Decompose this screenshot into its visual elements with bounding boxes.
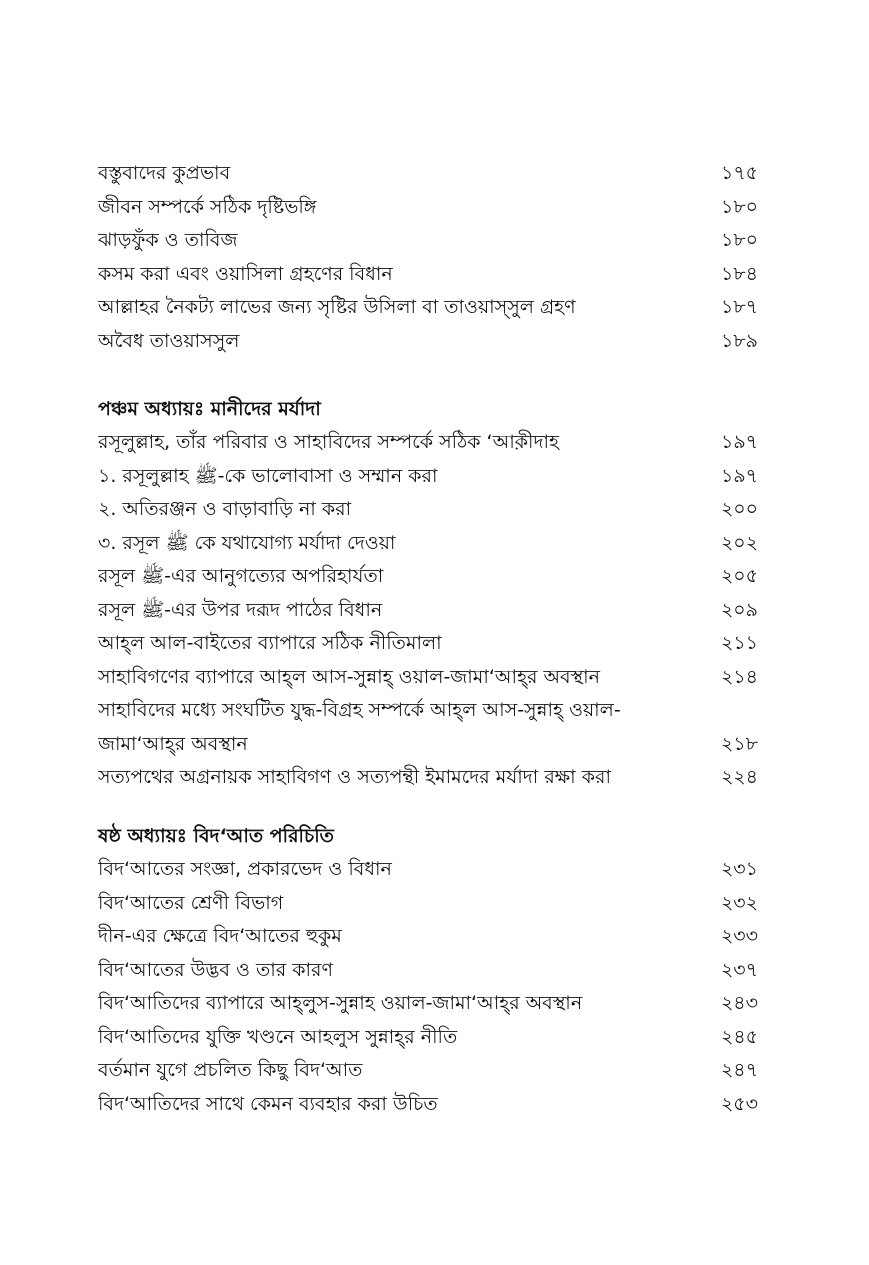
toc-entry-page: ১৭৫ xyxy=(720,162,758,184)
toc-entry-page: ২২৪ xyxy=(720,766,758,788)
toc-entry-title: সাহাবিগণের ব্যাপারে আহ্‌ল আস-সুন্নাহ্‌ ওয়াল-জামা‘আহ্‌র অবস্থান xyxy=(98,665,600,688)
toc-entry xyxy=(98,761,758,795)
toc-entry xyxy=(98,191,758,225)
toc-entry-page: ২০৯ xyxy=(720,598,758,621)
toc-entry xyxy=(98,594,758,628)
toc-entry-page: ১৮৭ xyxy=(720,296,758,318)
toc-entry xyxy=(98,291,758,325)
toc-entry xyxy=(98,1088,758,1122)
toc-entry-title: ঝাড়ফুঁক ও তাবিজ xyxy=(98,229,238,251)
toc-entry-page: ২৩২ xyxy=(720,891,758,914)
toc-entry-title: জীবন সম্পর্কে সঠিক দৃষ্টিভঙ্গি xyxy=(98,195,317,218)
toc-entry xyxy=(98,157,758,191)
toc-entry xyxy=(98,853,758,887)
toc-entry xyxy=(98,661,758,695)
toc-section-chapter4-tail xyxy=(98,157,758,358)
toc-section-chapter5 xyxy=(98,392,758,795)
toc-entry xyxy=(98,987,758,1021)
toc-entry xyxy=(98,920,758,954)
toc-entry xyxy=(98,325,758,359)
toc-entry xyxy=(98,1021,758,1055)
toc-entry-page: ১৮০ xyxy=(720,195,758,218)
toc-entry xyxy=(98,887,758,921)
toc-entry xyxy=(98,426,758,460)
toc-entry-page: ১৯৭ xyxy=(720,464,758,487)
toc-entry-title: ২. অতিরঞ্জন ও বাড়াবাড়ি না করা xyxy=(98,498,352,520)
toc-entry-title: বিদ‘আতিদের যুক্তি খণ্ডনে আহলুস সুন্নাহ্‌র নীতি xyxy=(98,1025,458,1048)
toc-entry-title: রসূল ﷺ-এর উপর দরূদ পাঠের বিধান xyxy=(98,598,383,621)
toc-entry xyxy=(98,1054,758,1088)
toc-entry-page: ২৪৩ xyxy=(720,992,758,1014)
toc-entry-page: ২৩৭ xyxy=(720,958,758,981)
toc-entry xyxy=(98,627,758,661)
toc-entry-page: ২৩৩ xyxy=(720,925,758,947)
toc-entry xyxy=(98,258,758,292)
toc-entry-page: ২৩১ xyxy=(720,858,758,880)
toc-entry xyxy=(98,954,758,988)
toc-entry xyxy=(98,560,758,594)
toc-entry-page: ১৮৪ xyxy=(721,262,758,285)
toc-entry-title: জামা‘আহ্‌র অবস্থান xyxy=(98,732,248,755)
toc-entry-title: বর্তমান যুগে প্রচলিত কিছু বিদ‘আত xyxy=(98,1059,363,1081)
toc-entry-title: বিদ‘আতের শ্রেণী বিভাগ xyxy=(98,891,284,914)
toc-entry-title: অবৈধ তাওয়াসসুল xyxy=(98,329,240,352)
toc-entry-title: আল্লাহর নৈকট্য লাভের জন্য সৃষ্টির উসিলা বা তাওয়াস্সুল গ্রহণ xyxy=(98,296,576,318)
toc-entry-page: ১৮০ xyxy=(720,229,758,251)
toc-entry xyxy=(98,694,758,728)
toc-entry-title: বস্তুবাদের কুপ্রভাব xyxy=(98,162,231,184)
toc-entry xyxy=(98,527,758,561)
toc-entry-title: বিদ‘আতিদের সাথে কেমন ব্যবহার করা উচিত xyxy=(98,1092,438,1115)
toc-entry xyxy=(98,728,758,762)
toc-entry-page: ২৪৫ xyxy=(720,1025,758,1048)
toc-entry-title: সত্যপথের অগ্রনায়ক সাহাবিগণ ও সত্যপন্থী ইমামদের মর্যাদা রক্ষা করা xyxy=(98,766,611,788)
toc-entry-page: ২৫৩ xyxy=(720,1092,758,1115)
chapter-heading: ষষ্ঠ অধ্যায়ঃ বিদ‘আত পরিচিতি xyxy=(98,825,334,847)
toc-entry-title: রসূলুল্লাহ, তাঁর পরিবার ও সাহাবিদের সম্পর্কে সঠিক ‘আক়ীদাহ xyxy=(98,431,559,453)
toc-entry-title: দীন-এর ক্ষেত্রে বিদ‘আতের হুকুম xyxy=(98,925,342,947)
chapter-heading: পঞ্চম অধ্যায়ঃ মানীদের মর্যাদা xyxy=(98,398,321,420)
toc-entry-title: রসূল ﷺ-এর আনুগত্যের অপরিহার্যতা xyxy=(98,565,384,587)
toc-entry-page: ১৮৯ xyxy=(721,329,758,352)
toc-entry-title: ১. রসূলুল্লাহ ﷺ-কে ভালোবাসা ও সম্মান করা xyxy=(98,464,438,487)
toc-entry-page: ১৯৭ xyxy=(720,431,758,453)
toc-entry-page: ২১৮ xyxy=(720,732,758,755)
toc-entry-page: ২০২ xyxy=(720,531,758,554)
toc-entry-page: ২১৪ xyxy=(720,665,758,688)
toc-entry-title: আহ্‌ল আল-বাইতের ব্যাপারে সঠিক নীতিমালা xyxy=(98,632,442,654)
toc-entry-page: ২০৫ xyxy=(720,565,758,587)
toc-section-chapter6 xyxy=(98,819,758,1121)
toc-entry-title: বিদ‘আতের উদ্ভব ও তার কারণ xyxy=(98,958,333,981)
toc-entry xyxy=(98,224,758,258)
toc-entry-page: ২১১ xyxy=(720,632,758,654)
toc-entry-title: বিদ‘আতের সংজ্ঞা, প্রকারভেদ ও বিধান xyxy=(98,858,392,880)
toc-entry-page: ২০০ xyxy=(720,498,758,520)
toc-entry-title: বিদ‘আতিদের ব্যাপারে আহ্‌লুস-সুন্নাহ ওয়াল-জামা‘আহ্‌র অবস্থান xyxy=(98,992,583,1014)
toc-entry-title: ৩. রসূল ﷺ কে যথাযোগ্য মর্যাদা দেওয়া xyxy=(98,531,396,554)
toc-entry-title: সাহাবিদের মধ্যে সংঘটিত যুদ্ধ-বিগ্রহ সম্পর্কে আহ্‌ল আস-সুন্নাহ্‌ ওয়াল- xyxy=(98,699,621,721)
toc-entry-title: কসম করা এবং ওয়াসিলা গ্রহণের বিধান xyxy=(98,262,393,285)
toc-entry xyxy=(98,460,758,494)
toc-entry xyxy=(98,493,758,527)
toc-entry-page: ২৪৭ xyxy=(720,1059,758,1081)
